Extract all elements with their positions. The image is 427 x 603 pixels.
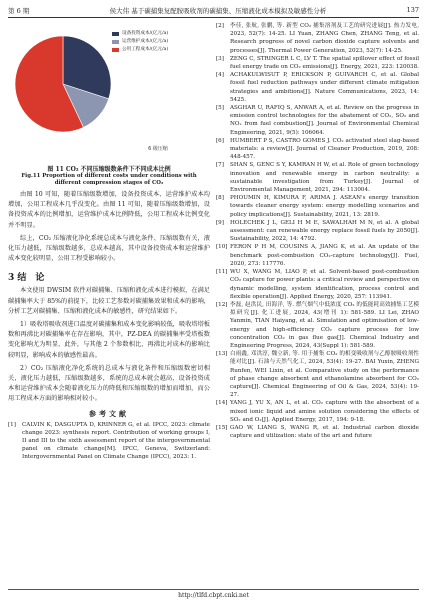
running-title: 侯大伟 基于碳捕集复配胺吸收剂的碳捕集、压缩液化成本模拟及敏感性分析 [109,6,327,15]
page-header [8,4,419,16]
left-column [8,22,210,585]
body-paragraph-3: 本文使用 DWSIM 软件对碳捕集、压缩和液化成本进行模拟，在满足碳捕集率大于 85%的前提下，比较工艺参数对碳捕集效果和成本的影响，分析工艺对碳捕集、压缩和液化成本的敏感性，研究结果如下。 [8,287,210,315]
legend-swatch [112,48,119,52]
reference-number: [11] [216,269,228,276]
legend-label: 公用工程成本/(亿元/a) [122,47,169,52]
figure-caption-zh: 图 11 CO₂ 不同压缩级数条件下不同成本比例 [47,166,171,173]
reference-number: [3] [216,55,224,62]
reference-item [216,350,419,399]
reference-number: [8] [216,195,224,202]
pie-sublabel: 6 级压缩 [148,146,168,152]
legend-entry [112,46,208,54]
legend-label: 运营维护成本/(亿元/a) [122,39,169,44]
section-heading-conclusion: 3 结 论 [8,273,45,284]
reference-number: [6] [216,137,224,144]
reference-number: [14] [216,400,228,407]
reference-text: HOLECHEK J L, GELI H M E, SAWALHAH M N, et al. A global assessment: can renewable energy replace fossil fuels by 2050[J]. Sustainability, 2022, 14: 4792. [230,219,419,243]
reference-text: ASGHAR U, RAFIQ S, ANWAR A, et al. Review on the progress in emission control technologies for the abatement of CO₂, SO₂ and NOₓ from fuel combustion[J]. Journal of Environmental Chemical Engineering, 2021, 9(5): 106064. [230,105,419,136]
reference-number: [5] [216,105,224,112]
reference-number: [4] [216,72,224,79]
figure-caption-en: Fig.11 Proportion of different costs under conditions with different compression stages of CO₂ [21,173,197,186]
reference-number: [12] [216,301,228,308]
chart-legend [112,30,208,54]
reference-item [216,301,419,350]
page-number: 137 [406,6,419,14]
reference-item [216,55,419,71]
reference-item [216,399,419,424]
references-heading: 参考文献 [89,408,129,418]
legend-entry [112,38,208,46]
reference-text: 白雨鑫, 邓洪淳, 魏立新, 等. 用于捕集 CO₂ 的相变吸收剂与乙醇胺吸收剂性能对比[J]. 石油与天然气化工, 2024, 53(4): 19-27. BAI Yuxin, ZHENG Runfen, WEI Lixin, et al. Comparative study on the performance of phase change absorbent and ethanolamine absorbent for CO₂ capture[J]. Chemical Engineering of Oil & Gas, 2024, 53(4): 19-27. [230,351,419,399]
body-paragraph-2: 综上，CO₂ 压缩液化净化系统总成本与液化条件、压缩级数有关，液化压力越低，压缩级数越多，总成本越高，其中设备投资成本和运营维护成本变化较明显，公用工程受影响较小。 [8,234,210,263]
right-column [216,22,419,585]
reference-number: [1] [8,421,16,428]
reference-text: FERON P H M, COUSINS A, JIANG K, et al. An update of the benchmark post-combustion CO₂-capture technology[J]. Fuel, 2020, 273: 117776. [230,244,419,267]
reference-item [216,71,419,104]
reference-text: ACHAKULWISUT P, ERICKSON P, GUIVARCH C, et al. Global fossil fuel reduction pathways under different climate mitigation strategies and ambitions[J]. Nature Communications, 2023, 14: 5425. [230,72,419,103]
figure-11 [8,22,210,162]
reference-text: 李佳, 张航, 张鹏, 等. 新型 CO₂ 捕集溶剂及工艺的研究进展[J]. 热力发电, 2023, 52(7): 14-25. LI Yuan, ZHANG Chen, ZHANG Teng, et al. Research progress of novel carbon dioxide capture solvents and processes[J]. Thermal Power Generation, 2023, 52(7): 14-25. [230,23,419,54]
reference-number: [10] [216,244,228,251]
reference-list-left [8,421,210,462]
reference-number: [9] [216,219,224,226]
reference-item [216,219,419,244]
reference-number: [7] [216,162,224,169]
reference-item [216,161,419,194]
reference-text: GAO W, LIANG S, WANG R, et al. Industrial carbon dioxide capture and utilization: state of the art and future [230,424,419,440]
reference-item [216,268,419,301]
reference-item [8,421,210,462]
issue-number: 第 6 期 [8,6,30,15]
legend-label: 设备投资成本/(亿元/a) [122,31,169,36]
body-paragraph-5: 2）CO₂ 压缩液化净化系统的总成本与液化条件和压缩级数密切相关，液化压力越低，压缩级数越多，系统的总成本就会越高，设备投资成本和运营维护成本会随着液化压力的降低和压缩级数的增加而增加，而公用工程成本方面的影响相对较小。 [8,364,210,403]
reference-text: 李磊, 赵洪民, 田海洋, 等. 燃气烟气中低浓度 CO₂ 的低能耗高效捕集工艺模拟研究[J]. 化工进展, 2024, 43(增刊 1): 581-589. LI Lei, ZHAO Yanmin, TIAN Haiyang, et al. Simulation and optimisation of low-energy and high-efficiency CO₂ capture process for low concentration CO₂ in gas flue gas[J]. Chemical Industry and Engineering Progress, 2024, 43(Suppl 1): 581-589. [230,301,419,349]
reference-item [216,104,419,137]
reference-item [216,22,419,55]
reference-item [216,243,419,268]
legend-entry [112,30,208,38]
reference-item [216,194,419,219]
reference-number: [15] [216,424,228,431]
reference-text: HUMBERT P S, CASTRO GOMES J. CO₂ activated steel slag-based materials: a review[J]. Journal of Cleaner Production, 2019, 208: 448-457. [230,137,419,161]
reference-text: WU X, WANG M, LIAO P, et al. Solvent-based post-combustion CO₂ capture for power plants: a critical review and perspective on dynamic modelling, system identification, process control and flexible operation[J]. Applied Energy, 2020, 257: 113941. [230,269,419,300]
reference-number: [2] [216,23,224,29]
reference-text: PHOUMIN H, KIMURA F, ARIMA J. ASEAN's energy transition towards cleaner energy system: energy modelling scenarios and policy implications[J]. Sustainability, 2021, 13: 2819. [230,195,419,218]
legend-swatch [112,40,119,44]
reference-list-right [216,22,419,440]
reference-item [216,137,419,162]
reference-number: [13] [216,351,228,358]
footer-rule [8,589,419,590]
footer-url: http://tlfd.cbpt.cnki.net [178,592,249,599]
body-paragraph-4: 1）吸收塔吸收剂进口温度对碳捕集和成本变化影响较低，吸收塔塔板数和再沸比对碳捕集率在存在影响，其中，PZ-DEA 的碳捕集率受塔板数变化影响尤为明显，此外，与其他 2 个参数相比，再沸比对成本的影响比较明显，影响成本的敏感性最高。 [8,321,210,359]
header-rule [8,17,419,18]
body-paragraph-1: 由图 10 可知，随着压缩级数增加，设备投资成本、运营维护成本均增加，公用工程成本几乎没变化。由图 11 可知，随着压缩级数增加，设备投资成本的比例增加，运营维护成本比例降低，公用工程成本比例变化并不明显。 [8,191,210,229]
reference-text: ZENG C, STRINGER L C, LV T. The spatial spillover effect of fossil fuel energy trade on CO₂ emissions[J]. Energy, 2021, 223: 120038. [230,55,419,71]
legend-swatch [112,32,119,36]
reference-item [216,424,419,440]
reference-text: SHAN S, GENC S Y, KAMRAN H W, et al. Role of green technology innovation and renewable energy in carbon neutrality: a sustainable investigation from Turkey[J]. Journal of Environmental Management, 2021, 294: 113004. [230,162,419,194]
reference-text: CALVIN K, DASGUPTA D, KRINNER G, et al. IPCC, 2023: climate change 2023: synthesis report. Contribution of working groups I, II and III to the sixth assessment report of the intergovernmental panel on climate change[M]. IPCC, Geneva, Switzerland: Intergovernmental Panel on Climate Change (IPCC), 2023: 1. [22,421,210,461]
reference-text: YANG J, YU X, AN L, et al. CO₂ capture with the absorbent of a mixed ionic liquid and amine solution considering the effects of SO₂ and O₂[J]. Applied Energy, 2017, 194: 9-18. [230,400,419,423]
